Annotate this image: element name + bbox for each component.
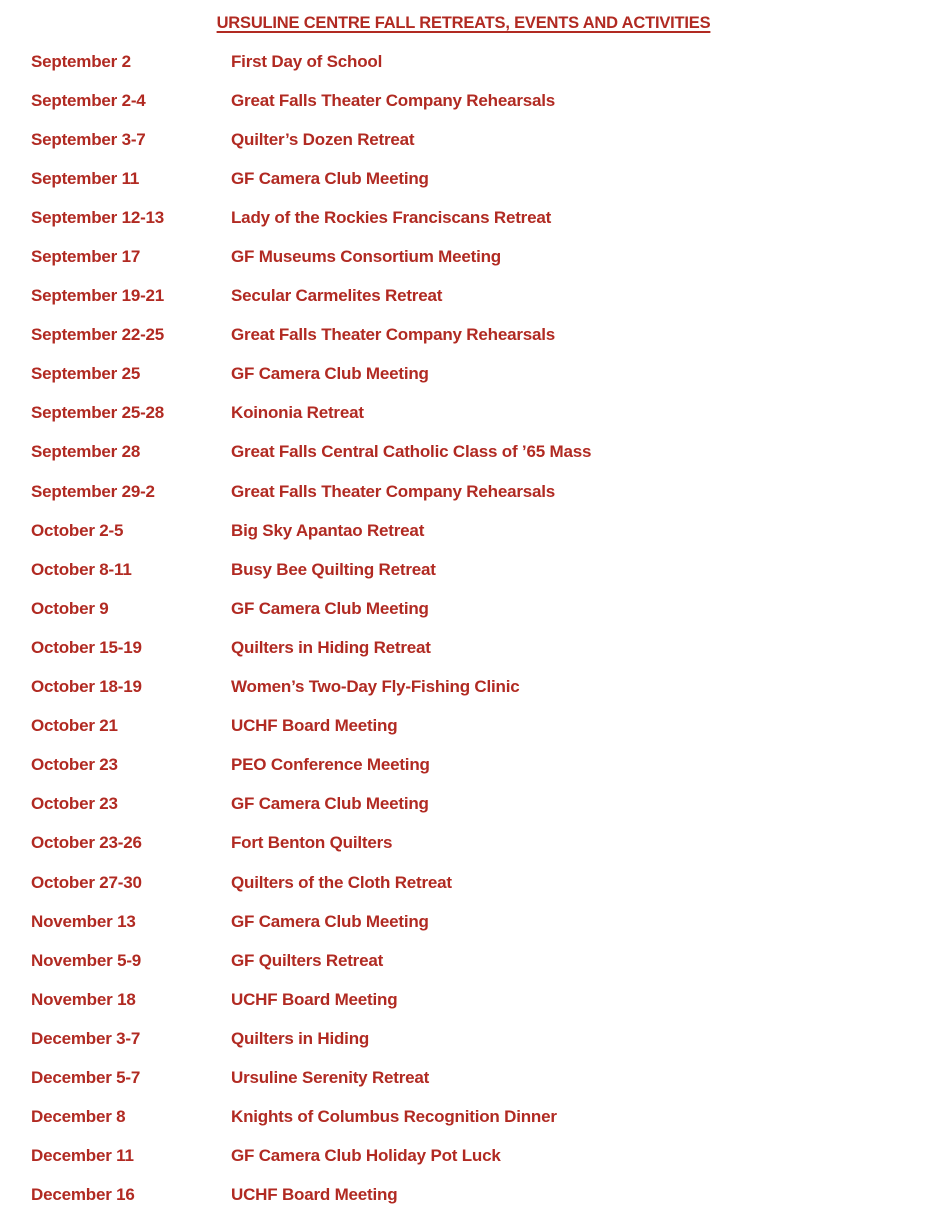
schedule-row: [31, 902, 896, 941]
schedule-row: [31, 863, 896, 902]
event-date: October 23-26: [31, 833, 142, 853]
schedule-row: [31, 472, 896, 511]
schedule-row: [31, 159, 896, 198]
event-date: October 27-30: [31, 872, 142, 892]
event-title: GF Camera Club Meeting: [231, 598, 429, 618]
schedule-list: [31, 42, 896, 1215]
event-date: October 15-19: [31, 637, 142, 657]
event-date: October 18-19: [31, 677, 142, 697]
event-title: Knights of Columbus Recognition Dinner: [231, 1107, 557, 1127]
event-title: Fort Benton Quilters: [231, 833, 393, 853]
event-date: October 23: [31, 755, 118, 775]
event-date: December 11: [31, 1146, 134, 1166]
event-date: December 16: [31, 1185, 135, 1205]
schedule-row: [31, 198, 896, 237]
event-date: September 28: [31, 442, 141, 462]
event-title: Quilters in Hiding Retreat: [231, 637, 431, 657]
event-title: Quilters of the Cloth Retreat: [231, 872, 452, 892]
page-title: URSULINE CENTRE FALL RETREATS, EVENTS AND ACTIVITIES: [216, 14, 711, 32]
event-date: September 2-4: [31, 90, 146, 110]
event-title: GF Quilters Retreat: [231, 950, 384, 970]
event-date: November 5-9: [31, 950, 142, 970]
event-date: September 3-7: [31, 129, 146, 149]
event-title: GF Camera Club Meeting: [231, 364, 429, 384]
event-title: Quilters in Hiding: [231, 1028, 370, 1048]
schedule-row: [31, 316, 896, 355]
event-title: Great Falls Theater Company Rehearsals: [231, 481, 556, 501]
schedule-row: [31, 511, 896, 550]
schedule-row: [31, 355, 896, 394]
event-date: September 12-13: [31, 207, 165, 227]
event-date: September 11: [31, 168, 140, 188]
event-title: Secular Carmelites Retreat: [231, 286, 443, 306]
schedule-row: [31, 785, 896, 824]
schedule-row: [31, 1176, 896, 1215]
event-title: First Day of School: [231, 51, 383, 71]
event-date: December 5-7: [31, 1067, 141, 1087]
event-title: Great Falls Central Catholic Class of ’65 Mass: [231, 442, 592, 462]
event-date: November 13: [31, 911, 136, 931]
event-title: UCHF Board Meeting: [231, 716, 398, 736]
event-date: December 3-7: [31, 1028, 141, 1048]
event-date: October 21: [31, 716, 118, 736]
schedule-row: [31, 1019, 896, 1058]
event-date: September 2: [31, 51, 131, 71]
schedule-row: [31, 1098, 896, 1137]
schedule-row: [31, 81, 896, 120]
event-date: September 25-28: [31, 403, 165, 423]
event-date: October 2-5: [31, 520, 124, 540]
event-date: October 8-11: [31, 559, 132, 579]
schedule-row: [31, 824, 896, 863]
event-date: September 25: [31, 364, 141, 384]
schedule-row: [31, 668, 896, 707]
event-date: September 19-21: [31, 286, 165, 306]
event-title: Koinonia Retreat: [231, 403, 364, 423]
schedule-row: [31, 941, 896, 980]
event-title: Big Sky Apantao Retreat: [231, 520, 425, 540]
schedule-row: [31, 42, 896, 81]
event-date: September 22-25: [31, 325, 165, 345]
schedule-row: [31, 746, 896, 785]
schedule-row: [31, 589, 896, 628]
schedule-row: [31, 120, 896, 159]
schedule-row: [31, 433, 896, 472]
schedule-row: [31, 277, 896, 316]
event-title: Lady of the Rockies Franciscans Retreat: [231, 207, 552, 227]
event-title: UCHF Board Meeting: [231, 989, 398, 1009]
event-title: PEO Conference Meeting: [231, 755, 430, 775]
schedule-row: [31, 237, 896, 276]
schedule-row: [31, 628, 896, 667]
schedule-row: [31, 1137, 896, 1176]
schedule-row: [31, 394, 896, 433]
event-date: November 18: [31, 989, 136, 1009]
event-date: December 8: [31, 1107, 126, 1127]
event-title: GF Camera Club Holiday Pot Luck: [231, 1146, 501, 1166]
event-title: Great Falls Theater Company Rehearsals: [231, 90, 556, 110]
schedule-row: [31, 707, 896, 746]
schedule-row: [31, 1058, 896, 1097]
event-title: GF Camera Club Meeting: [231, 794, 429, 814]
event-date: October 9: [31, 598, 109, 618]
event-date: September 17: [31, 247, 141, 267]
event-date: October 23: [31, 794, 118, 814]
event-title: Busy Bee Quilting Retreat: [231, 559, 436, 579]
event-date: September 29-2: [31, 481, 155, 501]
schedule-row: [31, 550, 896, 589]
event-title: Quilter’s Dozen Retreat: [231, 129, 415, 149]
event-title: Women’s Two-Day Fly-Fishing Clinic: [231, 677, 520, 697]
event-title: GF Camera Club Meeting: [231, 168, 429, 188]
schedule-row: [31, 980, 896, 1019]
event-title: UCHF Board Meeting: [231, 1185, 398, 1205]
event-title: GF Camera Club Meeting: [231, 911, 429, 931]
event-title: Ursuline Serenity Retreat: [231, 1067, 430, 1087]
event-title: GF Museums Consortium Meeting: [231, 247, 501, 267]
event-title: Great Falls Theater Company Rehearsals: [231, 325, 556, 345]
